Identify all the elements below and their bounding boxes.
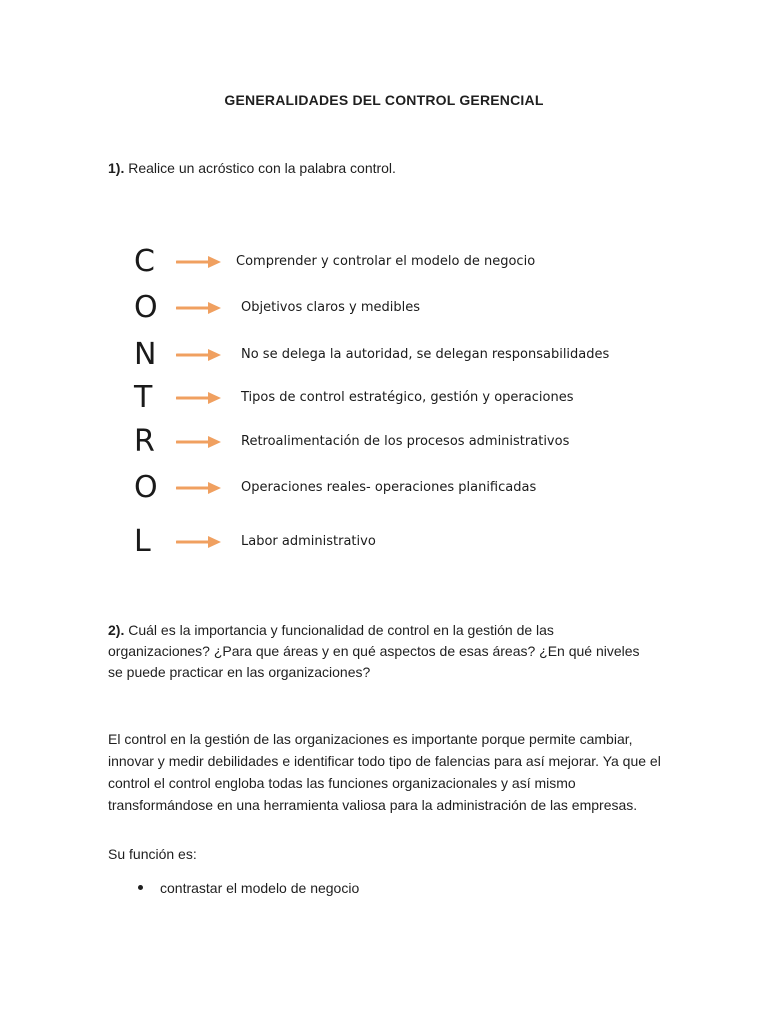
acrostic-letter: C [134, 244, 155, 279]
answer-paragraph: El control en la gestión de las organizaciones es importante porque permite cambiar, innovar y medir debilidades e identificar todo tipo de falencias para así mejorar. Ya que el control el control engloba todas las funciones organizacionales y así mismo transformándose en una herramienta valiosa para la administración de las empresas. [108, 731, 661, 813]
acrostic-letter: N [134, 337, 157, 372]
question-2 [108, 620, 648, 683]
acrostic-text: Retroalimentación de los procesos administrativos [241, 434, 570, 449]
acrostic-letter: R [134, 424, 155, 459]
acrostic-row [0, 522, 768, 562]
acrostic-row [0, 378, 768, 418]
function-label: Su función es: [108, 846, 197, 862]
acrostic-row [0, 242, 768, 282]
acrostic-row [0, 468, 768, 508]
acrostic-letter: O [134, 470, 158, 505]
arrow-right-icon [176, 300, 222, 316]
arrow-right-icon [176, 254, 222, 270]
acrostic-row [0, 422, 768, 462]
arrow-right-icon [176, 534, 222, 550]
acrostic-row [0, 288, 768, 328]
document-title: GENERALIDADES DEL CONTROL GERENCIAL [224, 92, 544, 108]
acrostic-row [0, 335, 768, 375]
acrostic-letter: O [134, 290, 158, 325]
question-1-number: 1). [108, 160, 125, 176]
question-1-text: Realice un acróstico con la palabra control. [128, 160, 396, 176]
acrostic-text: Labor administrativo [241, 534, 376, 549]
acrostic-letter: L [134, 524, 151, 559]
list-item-text: contrastar el modelo de negocio [160, 880, 360, 896]
function-list [108, 878, 359, 898]
bullet-icon [138, 885, 143, 890]
arrow-right-icon [176, 390, 222, 406]
question-2-number: 2). [108, 622, 125, 638]
list-item [108, 878, 359, 898]
acrostic-text: Objetivos claros y medibles [241, 300, 420, 315]
question-2-text: Cuál es la importancia y funcionalidad de control en la gestión de las organizaciones? ¿Para que áreas y en qué aspectos de esas áreas? ¿En qué niveles se puede practicar en las organizaciones? [108, 622, 640, 680]
arrow-right-icon [176, 480, 222, 496]
acrostic-text: Comprender y controlar el modelo de negocio [236, 254, 536, 269]
acrostic-letter: T [134, 380, 153, 415]
acrostic-text: No se delega la autoridad, se delegan responsabilidades [241, 347, 610, 362]
acrostic-text: Tipos de control estratégico, gestión y operaciones [241, 390, 574, 405]
arrow-right-icon [176, 347, 222, 363]
arrow-right-icon [176, 434, 222, 450]
acrostic-text: Operaciones reales- operaciones planificadas [241, 480, 537, 495]
